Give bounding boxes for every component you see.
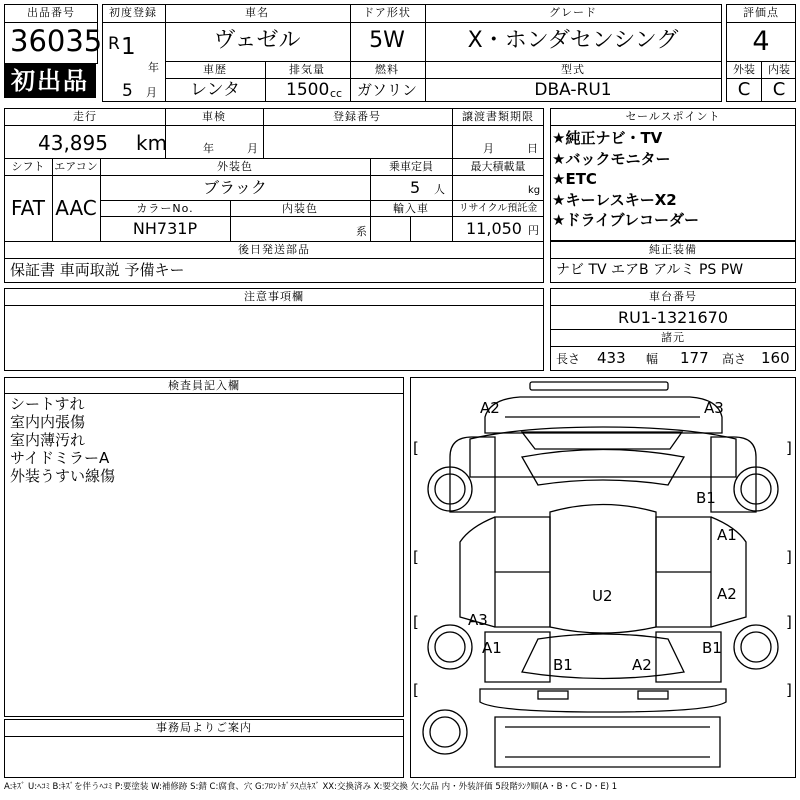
capacity-unit: 人 — [434, 183, 445, 196]
office-label: 事務局よりご案内 — [156, 721, 252, 734]
mileage: 43,895 — [38, 131, 108, 155]
bracket: [ — [413, 439, 419, 457]
first-reg-label: 初度登録 — [109, 6, 157, 19]
roof-bar — [530, 382, 668, 390]
damage-mark: B1 — [696, 489, 716, 507]
bracket: ] — [786, 613, 792, 631]
registration-label: 登録番号 — [333, 110, 381, 123]
chassis-number: RU1-1321670 — [617, 308, 729, 327]
fuel-label: 燃料 — [375, 63, 399, 76]
sales-point: ★ドライブレコーダー — [552, 211, 699, 229]
displacement-label: 排気量 — [289, 63, 325, 76]
displacement: 1500 — [286, 80, 330, 100]
dims-label: 諸元 — [661, 331, 685, 344]
reg-era: R — [108, 34, 120, 54]
recycle-label: リサイクル預託金 — [458, 203, 538, 214]
car-name-label: 車名 — [245, 6, 269, 19]
grade-label: グレード — [549, 6, 597, 19]
damage-mark: A3 — [704, 399, 724, 417]
rear-bumper — [480, 689, 726, 712]
exterior-label: 外装 — [733, 63, 755, 76]
transfer-month-unit: 月 — [483, 142, 494, 155]
inspection-month-unit: 月 — [247, 142, 258, 155]
year-unit: 年 — [148, 61, 159, 74]
max-load-label: 最大積載量 — [470, 160, 526, 173]
bracket: [ — [413, 548, 419, 566]
grade: X・ホンダセンシング — [467, 28, 679, 53]
damage-mark: A1 — [482, 639, 502, 657]
first-listing-badge: 初出品 — [4, 64, 96, 98]
damage-mark: A2 — [632, 656, 652, 674]
aircon-label: エアコン — [54, 160, 98, 173]
inspector-notes — [10, 395, 115, 485]
damage-mark: A2 — [480, 399, 500, 417]
damage-mark: A2 — [717, 585, 737, 603]
bracket: [ — [413, 613, 419, 631]
caution-label: 注意事項欄 — [244, 290, 304, 303]
later-parts-label: 後日発送部品 — [238, 243, 310, 256]
later-parts: 保証書 車両取説 予備キー — [10, 261, 185, 279]
length-label: 長さ — [556, 352, 581, 366]
mileage-label: 走行 — [73, 110, 97, 123]
model-code: DBA-RU1 — [534, 80, 612, 100]
front-fender-right — [711, 437, 756, 512]
capacity: 5 — [410, 178, 421, 197]
sales-point: ★バックモニター — [552, 149, 671, 168]
front-fender-left — [450, 437, 495, 512]
recycle-unit: 円 — [528, 224, 539, 237]
inspection-year-unit: 年 — [203, 142, 214, 155]
bracket: [ — [413, 681, 419, 699]
sales-point: ★ETC — [552, 170, 597, 188]
score-label: 評価点 — [743, 6, 779, 19]
windshield — [522, 450, 684, 486]
door-label: ドア形状 — [363, 6, 411, 19]
equipment-label: 純正装備 — [649, 243, 697, 256]
floor-bar — [495, 717, 720, 767]
height: 160 — [761, 349, 790, 367]
hood — [470, 427, 736, 477]
damage-mark: A3 — [468, 611, 488, 629]
aircon: AAC — [55, 196, 97, 220]
bracket: ] — [786, 681, 792, 699]
interior-label: 内装 — [768, 63, 790, 76]
int-color-label: 内装色 — [282, 202, 318, 215]
equipment-value: ナビ TV エアB アルミ PS PW — [556, 262, 744, 278]
model-code-label: 型式 — [561, 63, 585, 76]
score: 4 — [752, 26, 770, 57]
damage-legend: A:ｷｽﾞ U:ﾍｺﾐ B:ｷｽﾞを伴うﾍｺﾐ P:要塗装 W:補修跡 S:錆 C:腐食、穴 G:ﾌﾛﾝﾄｶﾞﾗｽ点ｷｽﾞ XX:交換済み X:要交換 欠:欠品 内・外装評価 5段階ﾗﾝｸ順(A・B・C・D・E) 1 — [4, 782, 618, 792]
reg-month: 5 — [122, 81, 133, 101]
height-label: 高さ — [722, 352, 747, 366]
color-no-label: カラーNo. — [136, 202, 194, 215]
ext-color-label: 外装色 — [217, 160, 253, 173]
width-label: 幅 — [646, 352, 659, 366]
ext-color: ブラック — [203, 178, 267, 197]
history-label: 車歴 — [203, 63, 227, 76]
width: 177 — [680, 349, 709, 367]
int-color-suffix: 系 — [356, 225, 367, 238]
bracket: ] — [786, 439, 792, 457]
fuel: ガソリン — [356, 81, 418, 99]
damage-mark: B1 — [702, 639, 722, 657]
car-diagram — [410, 377, 796, 778]
inspector-note: 外装うすい線傷 — [10, 467, 116, 485]
sales-points-list — [552, 128, 699, 231]
interior-grade: C — [772, 79, 786, 100]
chassis-label: 車台番号 — [649, 290, 697, 303]
displacement-unit: cc — [330, 87, 343, 100]
shift-label: シフト — [11, 160, 45, 173]
inspector-note: サイドミラーA — [10, 449, 110, 467]
rear-window — [522, 634, 684, 679]
transfer-label: 譲渡書類期限 — [462, 110, 534, 123]
shift: FAT — [10, 196, 46, 220]
lot-number: 36035 — [10, 24, 103, 58]
history: レンタ — [190, 80, 240, 100]
damage-mark: A1 — [717, 526, 737, 544]
reg-year: 1 — [121, 34, 136, 60]
length: 433 — [597, 349, 626, 367]
lot-number-label: 出品番号 — [27, 6, 75, 19]
month-unit: 月 — [146, 86, 157, 99]
inspector-note: シートすれ — [10, 395, 85, 413]
exterior-grade: C — [737, 79, 751, 100]
inspector-note: 室内内張傷 — [10, 413, 86, 431]
transfer-day-unit: 日 — [527, 142, 538, 155]
roof — [550, 505, 656, 634]
inspection-label: 車検 — [202, 110, 226, 123]
sales-point: ★キーレスキーX2 — [552, 190, 677, 209]
sales-points-label: セールスポイント — [625, 110, 721, 123]
damage-mark: B1 — [553, 656, 573, 674]
capacity-label: 乗車定員 — [389, 160, 433, 173]
import-label: 輸入車 — [393, 202, 429, 215]
bracket: ] — [786, 548, 792, 566]
damage-mark: U2 — [592, 587, 613, 605]
door-type: 5W — [369, 28, 405, 53]
mileage-unit: km — [136, 131, 168, 155]
inspector-label: 検査員記入欄 — [168, 379, 240, 392]
max-load-unit: kg — [528, 185, 541, 196]
color-no: NH731P — [132, 219, 198, 238]
recycle-fee: 11,050 — [466, 219, 522, 238]
inspector-note: 室内薄汚れ — [10, 431, 86, 449]
car-name: ヴェゼル — [213, 28, 301, 53]
sales-point: ★純正ナビ・TV — [552, 129, 663, 147]
